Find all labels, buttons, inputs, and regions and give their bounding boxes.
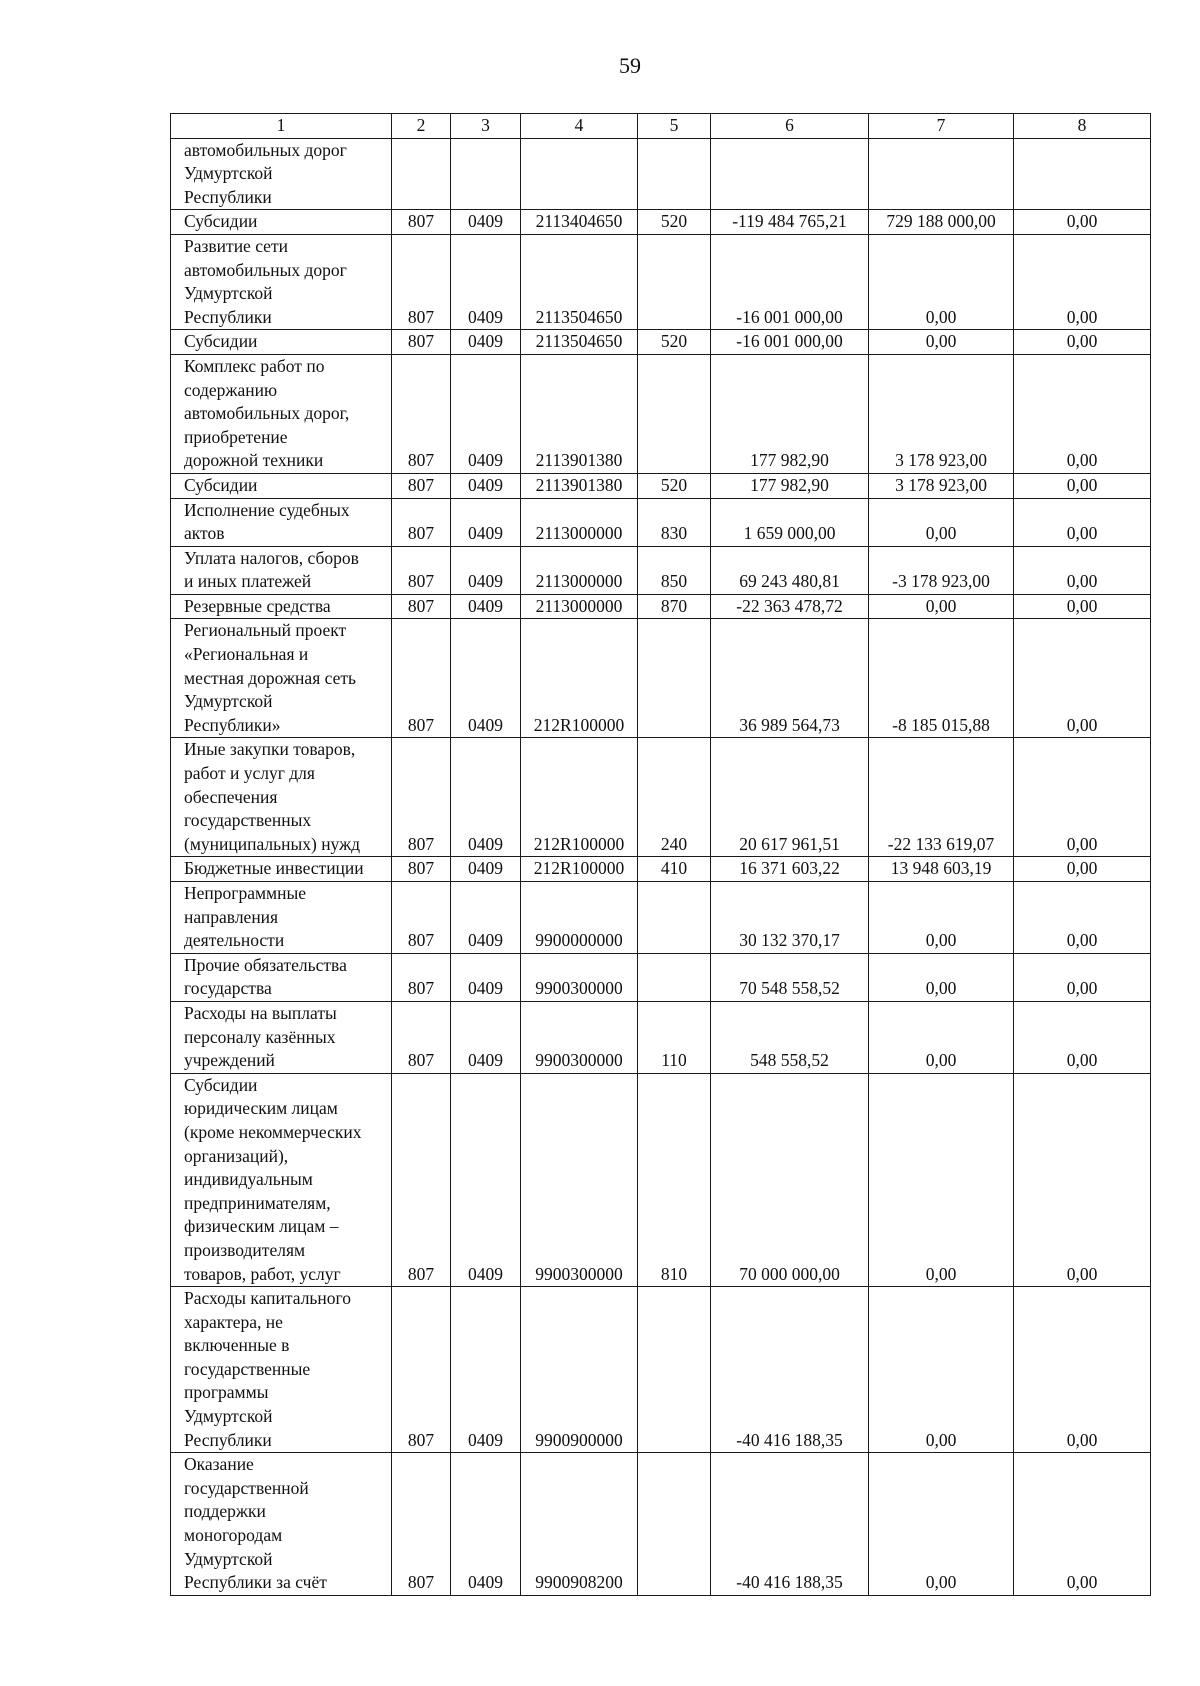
amount-cell: -3 178 923,00 — [869, 546, 1014, 594]
amount-cell: 0,00 — [1014, 1453, 1151, 1596]
expense-name-cell: Резервные средства — [171, 594, 392, 619]
department-code-cell: 807 — [392, 354, 451, 473]
page-number: 59 — [619, 53, 641, 78]
section-code-cell: 0409 — [451, 473, 521, 498]
expense-type-cell: 810 — [638, 1073, 711, 1286]
department-code-cell — [392, 138, 451, 210]
expense-name-cell: Комплекс работ по содержанию автомобильных дорог, приобретение дорожной техники — [171, 354, 392, 473]
department-code-cell: 807 — [392, 882, 451, 954]
expense-type-cell: 870 — [638, 594, 711, 619]
amount-cell: 0,00 — [869, 330, 1014, 355]
section-code-cell: 0409 — [451, 738, 521, 857]
amount-cell: 0,00 — [1014, 594, 1151, 619]
expense-type-cell — [638, 234, 711, 329]
amount-cell: 0,00 — [1014, 354, 1151, 473]
department-code-cell: 807 — [392, 498, 451, 546]
target-article-cell: 2113000000 — [521, 498, 638, 546]
amount-cell: -8 185 015,88 — [869, 619, 1014, 738]
amount-cell: 36 989 564,73 — [711, 619, 869, 738]
table-header-row — [171, 114, 1151, 139]
amount-cell: 20 617 961,51 — [711, 738, 869, 857]
target-article-cell: 2113901380 — [521, 473, 638, 498]
table-row — [171, 1073, 1151, 1286]
expense-type-cell: 830 — [638, 498, 711, 546]
target-article-cell — [521, 138, 638, 210]
section-code-cell: 0409 — [451, 882, 521, 954]
amount-cell: -40 416 188,35 — [711, 1453, 869, 1596]
table-row — [171, 738, 1151, 857]
table-row — [171, 354, 1151, 473]
expense-type-cell: 520 — [638, 210, 711, 235]
table-row — [171, 882, 1151, 954]
section-code-cell: 0409 — [451, 354, 521, 473]
amount-cell: 1 659 000,00 — [711, 498, 869, 546]
section-code-cell: 0409 — [451, 1453, 521, 1596]
department-code-cell: 807 — [392, 1287, 451, 1453]
target-article-cell: 9900908200 — [521, 1453, 638, 1596]
department-code-cell: 807 — [392, 1001, 451, 1073]
department-code-cell: 807 — [392, 857, 451, 882]
section-code-cell: 0409 — [451, 857, 521, 882]
amount-cell: 0,00 — [869, 1073, 1014, 1286]
expense-type-cell — [638, 953, 711, 1001]
header-cell: 6 — [711, 114, 869, 139]
expense-type-cell — [638, 1453, 711, 1596]
expense-name-cell: Бюджетные инвестиции — [171, 857, 392, 882]
expense-type-cell — [638, 882, 711, 954]
section-code-cell: 0409 — [451, 210, 521, 235]
section-code-cell: 0409 — [451, 594, 521, 619]
amount-cell: -22 133 619,07 — [869, 738, 1014, 857]
expense-name-cell: Уплата налогов, сборов и иных платежей — [171, 546, 392, 594]
department-code-cell: 807 — [392, 473, 451, 498]
amount-cell: 0,00 — [1014, 1001, 1151, 1073]
expense-type-cell — [638, 1287, 711, 1453]
amount-cell: 548 558,52 — [711, 1001, 869, 1073]
target-article-cell: 9900300000 — [521, 1001, 638, 1073]
amount-cell: -22 363 478,72 — [711, 594, 869, 619]
header-cell: 5 — [638, 114, 711, 139]
amount-cell: 16 371 603,22 — [711, 857, 869, 882]
amount-cell: 0,00 — [869, 1001, 1014, 1073]
amount-cell: 0,00 — [1014, 619, 1151, 738]
amount-cell: 13 948 603,19 — [869, 857, 1014, 882]
table-row — [171, 1287, 1151, 1453]
target-article-cell: 9900300000 — [521, 1073, 638, 1286]
amount-cell: -119 484 765,21 — [711, 210, 869, 235]
section-code-cell: 0409 — [451, 1287, 521, 1453]
expense-name-cell: Субсидии юридическим лицам (кроме некоммерческих организаций), индивидуальным предпринимателям, физическим лицам – производителям товаров, работ, услуг — [171, 1073, 392, 1286]
expense-type-cell — [638, 619, 711, 738]
amount-cell: 0,00 — [1014, 210, 1151, 235]
amount-cell: 0,00 — [1014, 1287, 1151, 1453]
table-row — [171, 619, 1151, 738]
section-code-cell: 0409 — [451, 498, 521, 546]
amount-cell: -16 001 000,00 — [711, 234, 869, 329]
expense-name-cell: Непрограммные направления деятельности — [171, 882, 392, 954]
table-row — [171, 857, 1151, 882]
amount-cell: 0,00 — [869, 498, 1014, 546]
target-article-cell: 2113404650 — [521, 210, 638, 235]
target-article-cell: 212R100000 — [521, 738, 638, 857]
expense-type-cell: 410 — [638, 857, 711, 882]
section-code-cell: 0409 — [451, 234, 521, 329]
target-article-cell: 9900000000 — [521, 882, 638, 954]
amount-cell: 0,00 — [869, 1453, 1014, 1596]
expense-type-cell: 520 — [638, 473, 711, 498]
expense-type-cell: 520 — [638, 330, 711, 355]
target-article-cell: 9900900000 — [521, 1287, 638, 1453]
expense-name-cell: автомобильных дорог Удмуртской Республики — [171, 138, 392, 210]
table-row — [171, 330, 1151, 355]
amount-cell: 177 982,90 — [711, 354, 869, 473]
department-code-cell: 807 — [392, 1453, 451, 1596]
amount-cell: 0,00 — [869, 234, 1014, 329]
budget-table — [170, 113, 1151, 1596]
department-code-cell: 807 — [392, 1073, 451, 1286]
amount-cell: 30 132 370,17 — [711, 882, 869, 954]
expense-name-cell: Региональный проект «Региональная и местная дорожная сеть Удмуртской Республики» — [171, 619, 392, 738]
amount-cell: 69 243 480,81 — [711, 546, 869, 594]
target-article-cell: 212R100000 — [521, 619, 638, 738]
expense-name-cell: Субсидии — [171, 330, 392, 355]
target-article-cell: 2113504650 — [521, 330, 638, 355]
table-row — [171, 594, 1151, 619]
amount-cell: 0,00 — [1014, 473, 1151, 498]
target-article-cell: 2113901380 — [521, 354, 638, 473]
section-code-cell: 0409 — [451, 953, 521, 1001]
expense-name-cell: Субсидии — [171, 473, 392, 498]
target-article-cell: 2113000000 — [521, 546, 638, 594]
amount-cell: 0,00 — [869, 594, 1014, 619]
target-article-cell: 212R100000 — [521, 857, 638, 882]
target-article-cell: 2113000000 — [521, 594, 638, 619]
expense-name-cell: Расходы на выплаты персоналу казённых учреждений — [171, 1001, 392, 1073]
expense-name-cell: Расходы капитального характера, не включенные в государственные программы Удмуртской Республики — [171, 1287, 392, 1453]
amount-cell — [869, 138, 1014, 210]
amount-cell — [1014, 138, 1151, 210]
amount-cell: -16 001 000,00 — [711, 330, 869, 355]
expense-type-cell: 850 — [638, 546, 711, 594]
amount-cell: 0,00 — [1014, 953, 1151, 1001]
header-cell: 1 — [171, 114, 392, 139]
table-row — [171, 498, 1151, 546]
target-article-cell: 2113504650 — [521, 234, 638, 329]
department-code-cell: 807 — [392, 953, 451, 1001]
expense-name-cell: Иные закупки товаров, работ и услуг для обеспечения государственных (муниципальных) нужд — [171, 738, 392, 857]
table-row — [171, 138, 1151, 210]
table-row — [171, 210, 1151, 235]
amount-cell: 0,00 — [1014, 882, 1151, 954]
amount-cell: 0,00 — [1014, 330, 1151, 355]
section-code-cell — [451, 138, 521, 210]
header-cell: 2 — [392, 114, 451, 139]
expense-type-cell: 240 — [638, 738, 711, 857]
amount-cell: 70 548 558,52 — [711, 953, 869, 1001]
section-code-cell: 0409 — [451, 1001, 521, 1073]
expense-type-cell — [638, 354, 711, 473]
amount-cell: 0,00 — [1014, 498, 1151, 546]
expense-name-cell: Развитие сети автомобильных дорог Удмуртской Республики — [171, 234, 392, 329]
department-code-cell: 807 — [392, 546, 451, 594]
table-row — [171, 953, 1151, 1001]
expense-name-cell: Субсидии — [171, 210, 392, 235]
department-code-cell: 807 — [392, 738, 451, 857]
section-code-cell: 0409 — [451, 546, 521, 594]
amount-cell: 0,00 — [869, 1287, 1014, 1453]
department-code-cell: 807 — [392, 619, 451, 738]
amount-cell: 0,00 — [1014, 546, 1151, 594]
amount-cell — [711, 138, 869, 210]
amount-cell: 0,00 — [869, 882, 1014, 954]
table-row — [171, 546, 1151, 594]
department-code-cell: 807 — [392, 594, 451, 619]
amount-cell: 0,00 — [1014, 234, 1151, 329]
expense-name-cell: Оказание государственной поддержки моногородам Удмуртской Республики за счёт — [171, 1453, 392, 1596]
department-code-cell: 807 — [392, 210, 451, 235]
amount-cell: -40 416 188,35 — [711, 1287, 869, 1453]
section-code-cell: 0409 — [451, 330, 521, 355]
amount-cell: 729 188 000,00 — [869, 210, 1014, 235]
header-cell: 7 — [869, 114, 1014, 139]
amount-cell: 0,00 — [1014, 857, 1151, 882]
department-code-cell: 807 — [392, 330, 451, 355]
expense-type-cell — [638, 138, 711, 210]
expense-name-cell: Исполнение судебных актов — [171, 498, 392, 546]
amount-cell: 0,00 — [869, 953, 1014, 1001]
table-row — [171, 1453, 1151, 1596]
section-code-cell: 0409 — [451, 619, 521, 738]
target-article-cell: 9900300000 — [521, 953, 638, 1001]
amount-cell: 177 982,90 — [711, 473, 869, 498]
amount-cell: 70 000 000,00 — [711, 1073, 869, 1286]
table-row — [171, 1001, 1151, 1073]
header-cell: 3 — [451, 114, 521, 139]
amount-cell: 3 178 923,00 — [869, 354, 1014, 473]
amount-cell: 0,00 — [1014, 1073, 1151, 1286]
amount-cell: 3 178 923,00 — [869, 473, 1014, 498]
section-code-cell: 0409 — [451, 1073, 521, 1286]
header-cell: 8 — [1014, 114, 1151, 139]
header-cell: 4 — [521, 114, 638, 139]
expense-name-cell: Прочие обязательства государства — [171, 953, 392, 1001]
table-row — [171, 473, 1151, 498]
amount-cell: 0,00 — [1014, 738, 1151, 857]
department-code-cell: 807 — [392, 234, 451, 329]
expense-type-cell: 110 — [638, 1001, 711, 1073]
table-row — [171, 234, 1151, 329]
